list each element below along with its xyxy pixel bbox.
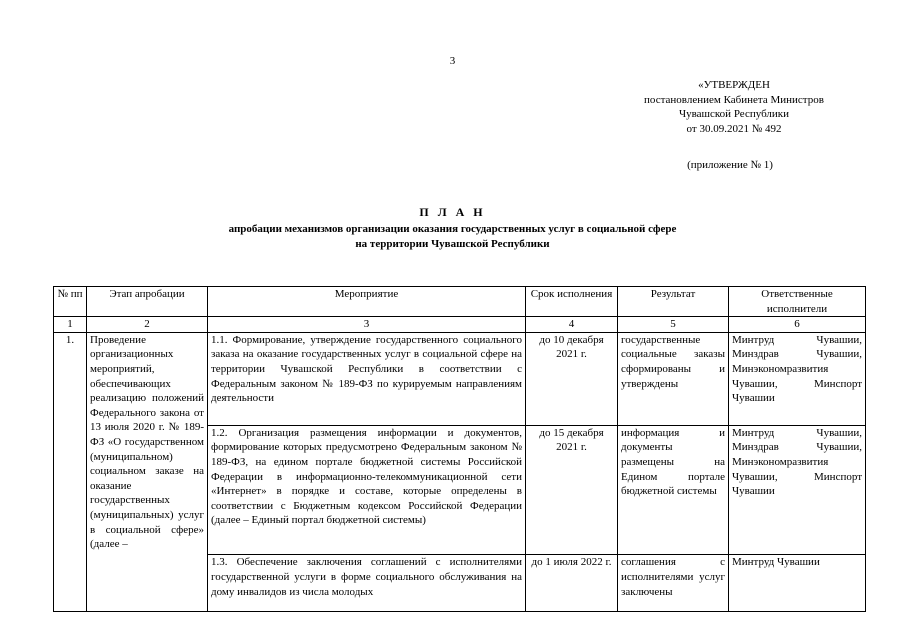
column-number: 5 — [618, 317, 729, 333]
deadline-cell: до 15 декабря 2021 г. — [526, 425, 618, 555]
column-number: 3 — [208, 317, 526, 333]
plan-subtitle — [0, 222, 905, 251]
approval-line-3: Чувашской Республики — [678, 108, 790, 121]
header-num: № пп — [54, 287, 87, 317]
plan-subtitle-line-2: на территории Чувашской Республики — [355, 237, 550, 250]
column-number: 6 — [729, 317, 866, 333]
approval-line-1: «УТВЕРЖДЕН — [698, 79, 770, 91]
row-number: 1. — [54, 332, 87, 611]
plan-subtitle-line-1: апробации механизмов организации оказания государственных услуг в социальной сфере — [228, 223, 677, 235]
executors-cell: Минтруд Чувашии — [729, 555, 866, 611]
table-header-row — [54, 287, 866, 317]
header-stage: Этап апробации — [87, 287, 208, 317]
column-number: 1 — [54, 317, 87, 333]
column-number-row — [54, 317, 866, 333]
event-cell: 1.2. Организация размещения информации и документов, формирование которых предусмотрено Федеральным законом № 189-ФЗ, на едином портале бюджетной системы Российской Федерации в информационно-телекоммуникационной сети «Интернет» в порядке и составе, которые определены в соответствии с Бюджетным кодексом Российской Федерации (далее – Единый портал бюджетной системы) — [208, 425, 526, 555]
header-deadline: Срок исполнения — [526, 287, 618, 317]
header-event: Мероприятие — [208, 287, 526, 317]
executors-cell: Минтруд Чувашии, Минздрав Чувашии, Минэкономразвития Чувашии, Минспорт Чувашии — [729, 332, 866, 425]
executors-cell: Минтруд Чувашии, Минздрав Чувашии, Минэкономразвития Чувашии, Минспорт Чувашии — [729, 425, 866, 555]
result-cell: государственные социальные заказы сформированы и утверждены — [618, 332, 729, 425]
approval-block — [598, 78, 870, 136]
header-executors: Ответственные исполнители — [729, 287, 866, 317]
result-cell: соглашения с исполнителями услуг заключены — [618, 555, 729, 611]
page-number: 3 — [449, 55, 456, 67]
table-row — [54, 332, 866, 425]
event-cell: 1.3. Обеспечение заключения соглашений с исполнителями государственной услуги в форме социального обслуживания на дому инвалидов из числа молодых — [208, 555, 526, 611]
stage-cell — [87, 332, 208, 611]
column-number: 4 — [526, 317, 618, 333]
header-result: Результат — [618, 287, 729, 317]
deadline-cell: до 1 июля 2022 г. — [526, 555, 618, 611]
event-cell: 1.1. Формирование, утверждение государственного социального заказа на оказание государственных услуг в социальной сфере на территории Чувашской Республики в соответствии с Федеральным законом № 189-ФЗ по курируемым направлениям деятельности — [208, 332, 526, 425]
appendix-note: (приложение № 1) — [687, 159, 773, 171]
approval-line-4: от 30.09.2021 № 492 — [686, 122, 782, 135]
deadline-cell: до 10 декабря 2021 г. — [526, 332, 618, 425]
plan-title: П Л А Н — [419, 205, 486, 219]
plan-table — [53, 286, 866, 612]
result-cell: информация и документы размещены на Едином портале бюджетной системы — [618, 425, 729, 555]
column-number: 2 — [87, 317, 208, 333]
stage-text: Проведение организационных мероприятий, обеспечивающих реализацию положений Федерального закона от 13 июля 2020 г. № 189-ФЗ «О государственном (муниципальном) социальном заказе на оказание государственных (муниципальных) услуг в социальной сфере» (далее – — [90, 333, 204, 551]
approval-line-2: постановлением Кабинета Министров — [644, 93, 824, 106]
